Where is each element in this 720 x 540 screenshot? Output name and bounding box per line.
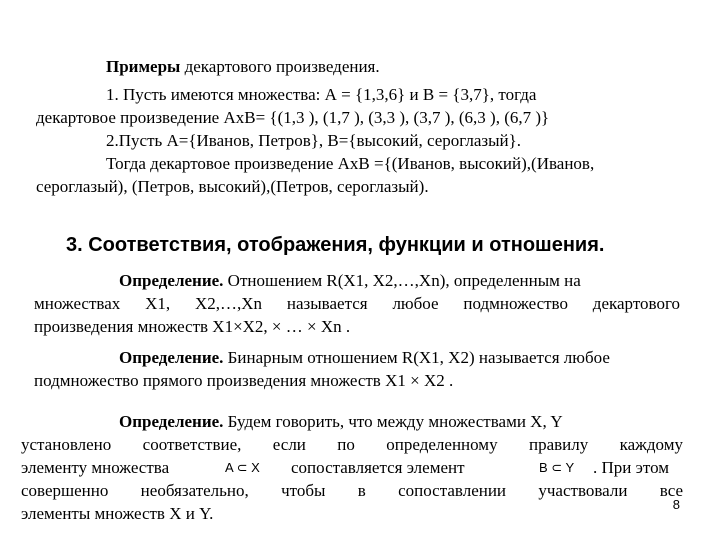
definition2-label: Определение. — [119, 348, 224, 367]
definition2-text: Бинарным отношением R(X1, X2) называется любое — [223, 348, 610, 367]
definition3-text: Будем говорить, что между множествами X, Y — [223, 412, 563, 431]
definition3-line1 — [119, 411, 563, 433]
definition2-line1 — [119, 347, 610, 369]
definition2-line2: подмножество прямого произведения множеств X1 × X2 . — [34, 371, 454, 390]
definition1-line3: произведения множеств X1×X2, × … × Xn . — [34, 317, 351, 336]
example1-line1: 1. Пусть имеются множества: А = {1,3,6} и В = {3,7}, тогда — [106, 85, 537, 104]
definition3-line3-end: . При этом — [593, 458, 670, 477]
definition3-label: Определение. — [119, 412, 224, 431]
example2-line3: сероглазый), (Петров, высокий),(Петров, сероглазый). — [36, 177, 429, 196]
example2-line2: Тогда декартовое произведение АxВ ={(Иванов, высокий),(Иванов, — [106, 154, 595, 173]
formula-a-subset-x: A ⊂ X — [225, 460, 260, 475]
definition3-line3-middle: сопоставляется элемент — [291, 458, 465, 477]
examples-title — [106, 56, 380, 78]
example2-line1: 2.Пусть А={Иванов, Петров}, В={высокий, сероглазый}. — [106, 131, 522, 150]
definition3-line3-start: элементу множества — [21, 458, 170, 477]
definition1-line2: множествах X1, X2,…,Xn называется любое подмножество декартового — [34, 294, 680, 313]
example1-line2: декартовое произведение АxВ= {(1,3 ), (1,7 ), (3,3 ), (3,7 ), (6,3 ), (6,7 )} — [36, 108, 550, 127]
definition3-line4: совершенно необязательно, чтобы в сопоставлении участвовали все — [21, 481, 683, 500]
definition1-label: Определение. — [119, 271, 224, 290]
definition1-text: Отношением R(X1, X2,…,Xn), определенным на — [223, 271, 581, 290]
page-number: 8 — [672, 497, 680, 512]
definition3-line3 — [21, 457, 683, 479]
definition3-line2: установлено соответствие, если по определенному правилу каждому — [21, 435, 683, 454]
formula-b-subset-y: B ⊂ Y — [539, 460, 575, 475]
definition1-line1 — [119, 270, 581, 292]
examples-title-bold: Примеры — [106, 57, 181, 76]
examples-title-rest: декартового произведения. — [180, 57, 380, 76]
definition3-line5: элементы множеств X и Y. — [21, 504, 214, 523]
section-heading: 3. Соответствия, отображения, функции и отношения. — [66, 234, 605, 256]
